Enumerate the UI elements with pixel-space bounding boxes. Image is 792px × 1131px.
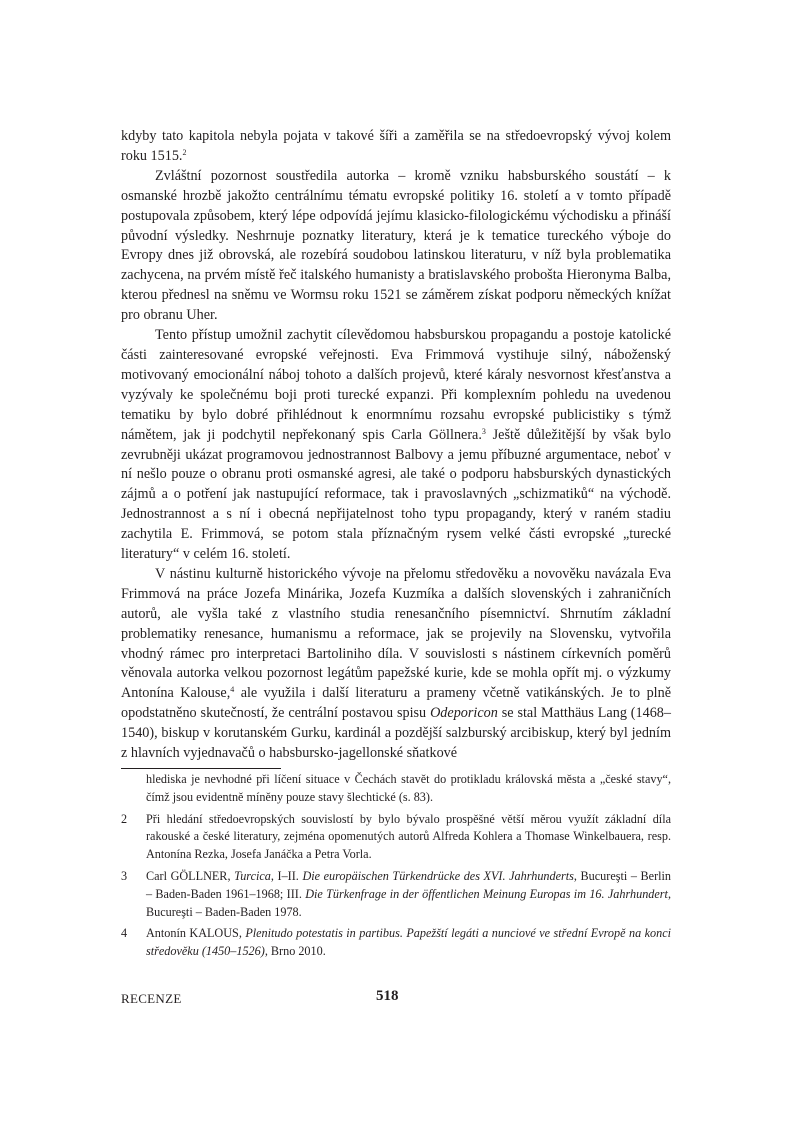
text-run: ale využila i další literaturu a prameny včetně vatikánských. Je to plně opodstatněno skutečností, že centrální postavou spisu: [121, 685, 671, 722]
paragraph: Zvláštní pozornost soustředila autorka – kromě vzniku habsburského soustátí – k osmanské hrozbě jakožto centrálnímu tématu evropské politiky 16. století a v tomto případě postupovala způsobem, který lépe odpovídá jejímu klasicko-filologickému východisku a přináší původní výsledky. Neshrnuje poznatky literatury, která je k tematice tureckého výboje do Evropy dnes již obrovská, ale rozebírá soudobou latinskou literaturu, v níž byla problematika zachycena, na prvém místě řeč italského humanisty a bratislavského probošta Hieronyma Balba, kterou přednesl na sněmu ve Wormsu roku 1521 se záměrem získat podporu německých knížat pro obranu Uher.: [121, 167, 671, 324]
section-label: RECENZE: [121, 991, 182, 1006]
footnote-text: [146, 868, 671, 921]
page-number: 518: [376, 988, 399, 1004]
footnote-text: [146, 925, 671, 961]
footnote-number: 3: [121, 868, 128, 883]
footnote-continuation: [121, 771, 671, 807]
text-run: , Brno 2010.: [264, 944, 326, 959]
work-title: Die Türkenfrage in der öffentlichen Meinung Europas im 16. Jahrhundert: [305, 886, 668, 901]
work-title: Turcica: [234, 868, 271, 883]
footnote-text: Při hledání středoevropských souvislostí by bylo bývalo prospěšné větší měrou využít základní díla rakouské a české literatury, zejména opomenutých autorů Alfreda Kohlera a Thomase Winkelbauera, resp. Antonína Rezka, Josefa Janáčka a Petra Vorla.: [146, 811, 671, 862]
work-title: Plenitudo potestatis in partibus. Papežští legáti a nunciové ve střední Evropě na konci středověku (1450–1526): [146, 926, 671, 959]
footnote-number: 2: [121, 811, 128, 826]
footnote-ref[interactable]: 4: [230, 685, 235, 695]
text-run: Antonín KALOUS,: [146, 926, 246, 941]
work-title: Die europäischen Türkendrücke des XVI. Jahrhunderts: [302, 868, 574, 883]
text-run: Ještě důležitější by však bylo zevrubněji ukázat programovou jednostrannost Balbovy a jemu příbuzné argumentace, neboť v ní nešlo pouze o obranu proti osmanské agresi, ale také o podporu habsburských dynastických zájmů a o potření jak nastupující reformace, tak i pravoslavných „schizmatiků“ na východě. Jednostrannost a s ní i obecná nepřijatelnost toho typu propagandy, který v raném stadiu zachytila E. Frimmová, se potom stala příznačným rysem velké části evropské „turecké literatury“ v celém 16. století.: [121, 426, 671, 563]
footnote-ref[interactable]: 3: [481, 426, 486, 436]
work-title: Odeporicon: [430, 705, 498, 722]
footnote-3: [121, 868, 671, 921]
footnote-number: 4: [121, 926, 128, 941]
text-run: , Bucureşti – Berlin – Baden-Baden 1961–1968; III.: [146, 868, 671, 901]
text-run: , I–II.: [270, 868, 303, 883]
paragraph: [121, 127, 671, 167]
footnote-2: [121, 811, 671, 864]
text-run: Carl GÖLLNER,: [146, 868, 235, 883]
footnote-text: hlediska je nevhodné při líčení situace v Čechách stavět do protikladu královská města a „české stavy“, čímž jsou evidentně míněny pouze stavy šlechtické (s. 83).: [146, 772, 671, 804]
footnote-separator: [121, 768, 281, 769]
text-run: V nástinu kulturně historického vývoje na přelomu středověku a novověku navázala Eva Frimmová na práce Jozefa Minárika, Jozefa Kuzmíka a dalších slovenských i zahraničních autorů, ale vyšla také z vlastního studia renesančního písemnictví. Shrnutím základní problematiky renesance, humanismu a reformace, jak se projevily na Slovensku, vytvořila vhodný rámec pro interpretaci Bartoliniho díla. V souvislosti s nástinem církevních poměrů věnovala autorka velkou pozornost legátům papežské kurie, kde se mohla opřít mj. o výzkumy Antonína Kalouse,: [121, 565, 671, 702]
text-run: , Bucureşti – Baden-Baden 1978.: [146, 886, 671, 919]
text-run: Tento přístup umožnil zachytit cílevědomou habsburskou propagandu a postoje katolické části zainteresované evropské veřejnosti. Eva Frimmová vystihuje silný, náboženský motivovaný emocionální náboj tohoto a dalších projevů, které káraly nesvornost křesťanstva a vyzývaly ke společnému boji proti turecké expanzi. Při komplexním pohledu na uvedenou tematiku by bylo dobré přihlédnout k enormnímu rozsahu evropské publicistiky s týmž námětem, jak ji podchytil nepřekonaný spis Carla Göllnera.: [121, 327, 671, 443]
footnotes: [121, 771, 671, 965]
text-run: kdyby tato kapitola nebyla pojata v takové šíři a zaměřila se na středoevropský vývoj kolem roku 1515.: [121, 128, 671, 164]
text-run: se stal Matthäus Lang (1468–1540), biskup v korutanském Gurku, kardinál a pozdější salzburský arcibiskup, který byl jedním z hlavních vyjednavačů o habsbursko-jagellonské sňatkové: [121, 705, 671, 762]
main-text: [121, 127, 671, 764]
footnote-4: [121, 925, 671, 961]
footnote-ref[interactable]: 2: [182, 147, 187, 157]
paragraph: [121, 326, 671, 565]
paragraph: [121, 565, 671, 764]
